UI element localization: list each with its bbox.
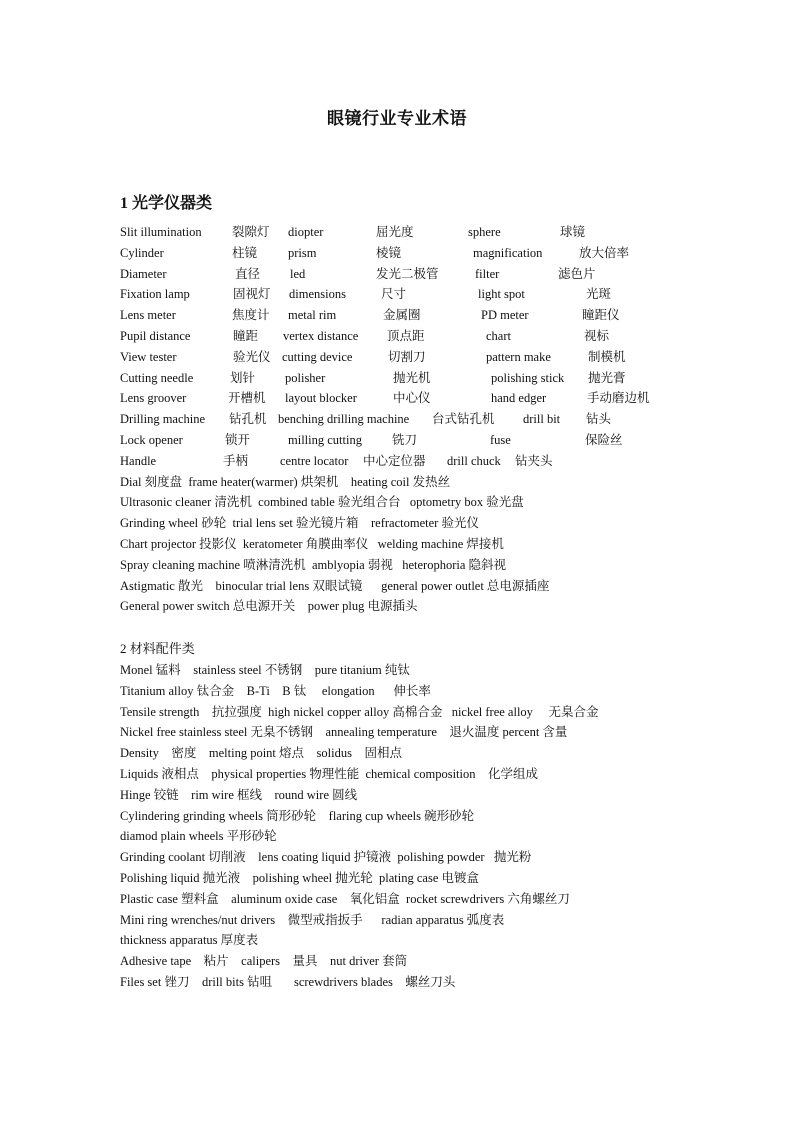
term-row: Dial 刻度盘 frame heater(warmer) 烘架机 heating coil 发热丝 bbox=[120, 474, 451, 489]
section-heading-optical-instruments: 1 光学仪器类 bbox=[120, 195, 213, 212]
term-chinese: 手动磨边机 bbox=[587, 391, 650, 406]
term-row: Chart projector 投影仪 keratometer 角膜曲率仪 welding machine 焊接机 bbox=[120, 536, 504, 551]
term-row bbox=[120, 430, 740, 451]
term-english: Lens meter bbox=[120, 308, 176, 323]
term-row: Liquids 液相点 physical properties 物理性能 chemical composition 化学组成 bbox=[120, 766, 538, 781]
term-chinese: 柱镜 bbox=[232, 245, 258, 260]
term-row bbox=[120, 409, 740, 430]
term-row: Monel 锰料 stainless steel 不锈钢 pure titanium 纯钛 bbox=[120, 663, 410, 677]
term-row: Ultrasonic cleaner 清洗机 combined table 验光组合台 optometry box 验光盘 bbox=[120, 495, 524, 510]
term-english: Cutting needle bbox=[120, 370, 194, 385]
term-english: Diameter bbox=[120, 266, 167, 281]
term-english: led bbox=[290, 266, 306, 281]
term-row: Titanium alloy 钛合金 B-Ti B 钛 elongation 伸长率 bbox=[120, 683, 431, 698]
term-english: Pupil distance bbox=[120, 328, 191, 343]
term-chinese: 开槽机 bbox=[228, 391, 266, 406]
term-row: Polishing liquid 抛光液 polishing wheel 抛光轮 plating case 电镀盒 bbox=[120, 870, 480, 885]
term-chinese: 钻头 bbox=[586, 412, 612, 427]
term-english: View tester bbox=[120, 349, 177, 364]
term-english: cutting device bbox=[282, 349, 353, 364]
term-row bbox=[120, 326, 740, 347]
term-chinese: 验光仪 bbox=[233, 349, 271, 364]
term-chinese: 台式钻孔机 bbox=[432, 412, 495, 427]
term-chinese: 屈光度 bbox=[376, 225, 414, 239]
term-chinese: 滤色片 bbox=[558, 266, 596, 281]
term-english: Slit illumination bbox=[120, 225, 202, 239]
term-chinese: 手柄 bbox=[223, 453, 249, 468]
term-chinese: 瞳距 bbox=[233, 328, 259, 343]
term-english: diopter bbox=[288, 225, 324, 239]
term-chinese: 中心仪 bbox=[393, 391, 431, 406]
section-heading-materials: 2 材料配件类 bbox=[120, 641, 195, 656]
term-english: polishing stick bbox=[491, 370, 565, 385]
term-row bbox=[120, 451, 740, 472]
term-chinese: 抛光机 bbox=[393, 370, 431, 385]
term-english: PD meter bbox=[481, 308, 529, 323]
term-english: milling cutting bbox=[288, 432, 362, 447]
term-english: dimensions bbox=[289, 287, 346, 302]
term-chinese: 棱镜 bbox=[376, 245, 402, 260]
optical-instruments-terms bbox=[120, 222, 740, 617]
term-english: Lock opener bbox=[120, 432, 183, 447]
term-english: layout blocker bbox=[285, 391, 357, 406]
term-chinese: 制模机 bbox=[588, 349, 626, 364]
term-english: chart bbox=[486, 328, 511, 343]
term-chinese: 球镜 bbox=[560, 225, 586, 239]
term-chinese: 钻夹头 bbox=[515, 453, 553, 468]
term-row: Files set 锉刀 drill bits 钻咀 screwdrivers blades 螺丝刀头 bbox=[120, 974, 456, 989]
term-chinese: 顶点距 bbox=[387, 328, 425, 343]
term-chinese: 中心定位器 bbox=[363, 453, 426, 468]
term-row: Astigmatic 散光 binocular trial lens 双眼试镜 general power outlet 总电源插座 bbox=[120, 578, 550, 593]
term-row bbox=[120, 264, 740, 285]
term-english: vertex distance bbox=[283, 328, 359, 343]
term-english: Cylinder bbox=[120, 245, 164, 260]
term-chinese: 切割刀 bbox=[388, 349, 426, 364]
term-row: Plastic case 塑料盒 aluminum oxide case 氧化铝盒 rocket screwdrivers 六角螺丝刀 bbox=[120, 891, 570, 906]
term-row: Cylindering grinding wheels 筒形砂轮 flaring cup wheels 碗形砂轮 bbox=[120, 808, 475, 823]
term-english: Drilling machine bbox=[120, 412, 206, 427]
term-chinese: 焦度计 bbox=[232, 308, 270, 323]
term-english: hand edger bbox=[491, 391, 547, 406]
term-chinese: 放大倍率 bbox=[579, 245, 630, 260]
term-english: light spot bbox=[478, 287, 525, 302]
term-english: centre locator bbox=[280, 453, 349, 468]
term-row: Spray cleaning machine 喷淋清洗机 amblyopia 弱视 heterophoria 隐斜视 bbox=[120, 557, 507, 572]
term-row bbox=[120, 243, 740, 264]
term-english: fuse bbox=[490, 432, 511, 447]
term-chinese: 保险丝 bbox=[585, 432, 623, 447]
term-row bbox=[120, 305, 740, 326]
term-row: Grinding coolant 切削液 lens coating liquid 护镜液 polishing powder 抛光粉 bbox=[120, 850, 532, 865]
term-row: Tensile strength 抗拉强度 high nickel copper alloy 高棉合金 nickel free alloy 无臬合金 bbox=[120, 704, 599, 719]
term-chinese: 划针 bbox=[230, 370, 256, 385]
term-row: diamod plain wheels 平形砂轮 bbox=[120, 829, 277, 844]
term-row: thickness apparatus 厚度表 bbox=[120, 933, 259, 948]
page-title: 眼镜行业专业术语 bbox=[327, 109, 467, 128]
term-english: drill chuck bbox=[447, 453, 501, 468]
term-chinese: 瞳距仪 bbox=[582, 308, 620, 323]
term-row bbox=[120, 222, 740, 243]
term-row: General power switch 总电源开关 power plug 电源插头 bbox=[120, 599, 418, 614]
term-chinese: 裂隙灯 bbox=[232, 225, 270, 239]
term-english: Lens groover bbox=[120, 391, 187, 406]
term-english: Fixation lamp bbox=[120, 287, 190, 302]
term-chinese: 尺寸 bbox=[381, 287, 407, 302]
term-english: sphere bbox=[468, 225, 501, 239]
term-english: benching drilling machine bbox=[278, 412, 410, 427]
term-row: Grinding wheel 砂轮 trial lens set 验光镜片箱 refractometer 验光仪 bbox=[120, 516, 479, 531]
term-chinese: 钻孔机 bbox=[229, 412, 267, 427]
term-chinese: 光斑 bbox=[586, 287, 612, 302]
term-english: pattern make bbox=[486, 349, 551, 364]
term-english: metal rim bbox=[288, 308, 337, 323]
term-row bbox=[120, 388, 740, 409]
term-chinese: 直径 bbox=[235, 266, 261, 281]
term-chinese: 视标 bbox=[584, 328, 610, 343]
term-chinese: 固视灯 bbox=[233, 287, 271, 302]
term-chinese: 发光二极管 bbox=[376, 266, 439, 281]
term-chinese: 铣刀 bbox=[392, 432, 418, 447]
term-row: Adhesive tape 粘片 calipers 量具 nut driver 套筒 bbox=[120, 954, 408, 969]
term-chinese: 锁开 bbox=[225, 432, 251, 447]
term-row: Density 密度 melting point 熔点 solidus 固相点 bbox=[120, 746, 402, 761]
term-row: Nickel free stainless steel 无臬不锈钢 annealing temperature 退火温度 percent 含量 bbox=[120, 725, 568, 740]
term-english: magnification bbox=[473, 245, 543, 260]
term-row bbox=[120, 368, 740, 389]
term-english: polisher bbox=[285, 370, 326, 385]
term-row: Hinge 铰链 rim wire 框线 round wire 圆线 bbox=[120, 787, 358, 802]
term-row bbox=[120, 284, 740, 305]
term-chinese: 金属圈 bbox=[383, 308, 421, 323]
term-chinese: 抛光膏 bbox=[588, 370, 626, 385]
term-row: Mini ring wrenches/nut drivers 微型戒指扳手 radian apparatus 弧度表 bbox=[120, 912, 505, 927]
term-row bbox=[120, 347, 740, 368]
term-english: filter bbox=[475, 266, 500, 281]
term-english: prism bbox=[288, 245, 317, 260]
materials-terms bbox=[120, 660, 740, 993]
term-english: drill bit bbox=[523, 412, 561, 427]
term-english: Handle bbox=[120, 453, 157, 468]
